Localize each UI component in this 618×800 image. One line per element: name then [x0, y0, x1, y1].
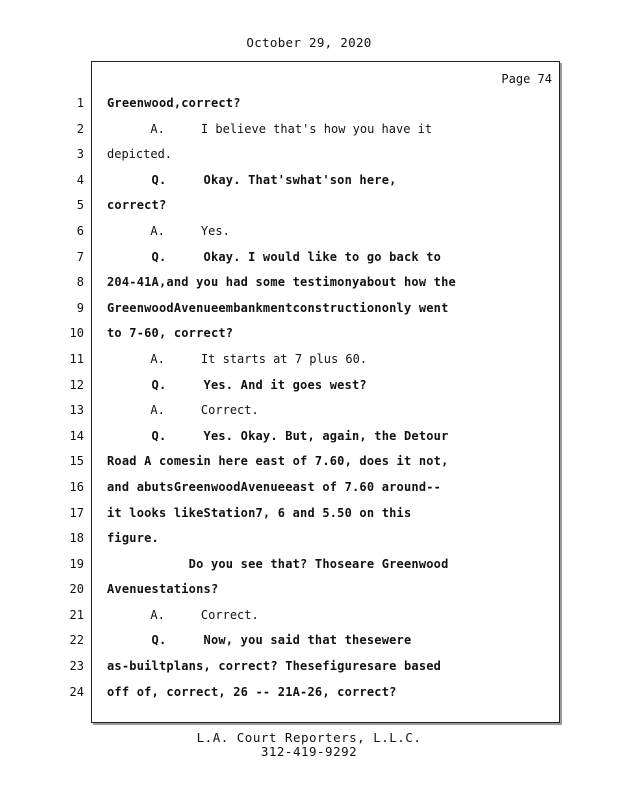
- line-number: 2: [76, 121, 84, 136]
- footer: [0, 731, 618, 759]
- line-number: 7: [76, 249, 84, 264]
- transcript-line: A. Correct.: [107, 607, 259, 622]
- transcript-lines: [107, 93, 553, 707]
- transcript-line: it looks likeStation7, 6 and 5.50 on this: [107, 505, 412, 520]
- line-number: 24: [69, 684, 84, 699]
- line-number: 4: [76, 172, 84, 187]
- line-number: 1: [76, 96, 84, 110]
- transcript-line: Q. Yes. And it goes west?: [107, 377, 367, 392]
- line-number: 22: [69, 633, 84, 648]
- line-number: 8: [76, 275, 84, 290]
- transcript-line: Avenuestations?: [107, 582, 219, 597]
- transcript-line: Do you see that? Thoseare Greenwood: [107, 556, 449, 571]
- line-number: 11: [69, 351, 84, 366]
- line-number: 3: [76, 147, 84, 162]
- footer-phone: 312-419-9292: [260, 744, 358, 759]
- line-number: 6: [76, 223, 84, 238]
- transcript-line: A. Yes.: [107, 223, 230, 238]
- transcript-line: and abutsGreenwoodAvenueeast of 7.60 around--: [107, 479, 442, 494]
- transcript-line: Q. Yes. Okay. But, again, the Detour: [107, 428, 449, 443]
- transcript-line: depicted.: [107, 147, 173, 162]
- transcript-line: Road A comesin here east of 7.60, does it not,: [107, 454, 449, 469]
- transcript-line: off of, correct, 26 -- 21A-26, correct?: [107, 684, 397, 699]
- transcript-line: as-builtplans, correct? Thesefiguresare based: [107, 659, 442, 674]
- transcript-line: to 7-60, correct?: [107, 326, 234, 341]
- transcript-line: Q. Now, you said that thesewere: [107, 633, 412, 648]
- transcript-line: Greenwood,correct?: [107, 96, 241, 110]
- line-number: 15: [69, 454, 84, 469]
- line-number: 9: [76, 300, 84, 315]
- transcript-line: figure.: [107, 531, 159, 546]
- transcript-line: 204-41A,and you had some testimonyabout how the: [107, 275, 456, 290]
- transcript-line: A. Correct.: [107, 403, 259, 418]
- line-number: 18: [69, 531, 84, 546]
- line-number: 5: [76, 198, 84, 213]
- line-number: 19: [69, 556, 84, 571]
- transcript-line: GreenwoodAvenueembankmentconstructiononly went: [107, 300, 449, 315]
- header-date: October 29, 2020: [246, 35, 372, 50]
- line-number: 14: [69, 428, 84, 443]
- line-number: 17: [69, 505, 84, 520]
- line-number: 20: [69, 582, 84, 597]
- line-number: 13: [69, 403, 84, 418]
- page-number: Page 74: [501, 72, 552, 86]
- line-number: 23: [69, 659, 84, 674]
- line-number: 16: [69, 479, 84, 494]
- transcript-line: Q. Okay. That'swhat'son here,: [107, 172, 397, 187]
- transcript-line: correct?: [107, 198, 167, 213]
- line-number: 12: [69, 377, 84, 392]
- transcript-line: A. I believe that's how you have it: [107, 121, 433, 136]
- line-number: 21: [69, 607, 84, 622]
- transcript-line: A. It starts at 7 plus 60.: [107, 351, 368, 366]
- line-number: 10: [69, 326, 84, 341]
- footer-company: L.A. Court Reporters, L.L.C.: [196, 730, 422, 745]
- line-numbers: [40, 93, 84, 707]
- transcript-line: Q. Okay. I would like to go back to: [107, 249, 442, 264]
